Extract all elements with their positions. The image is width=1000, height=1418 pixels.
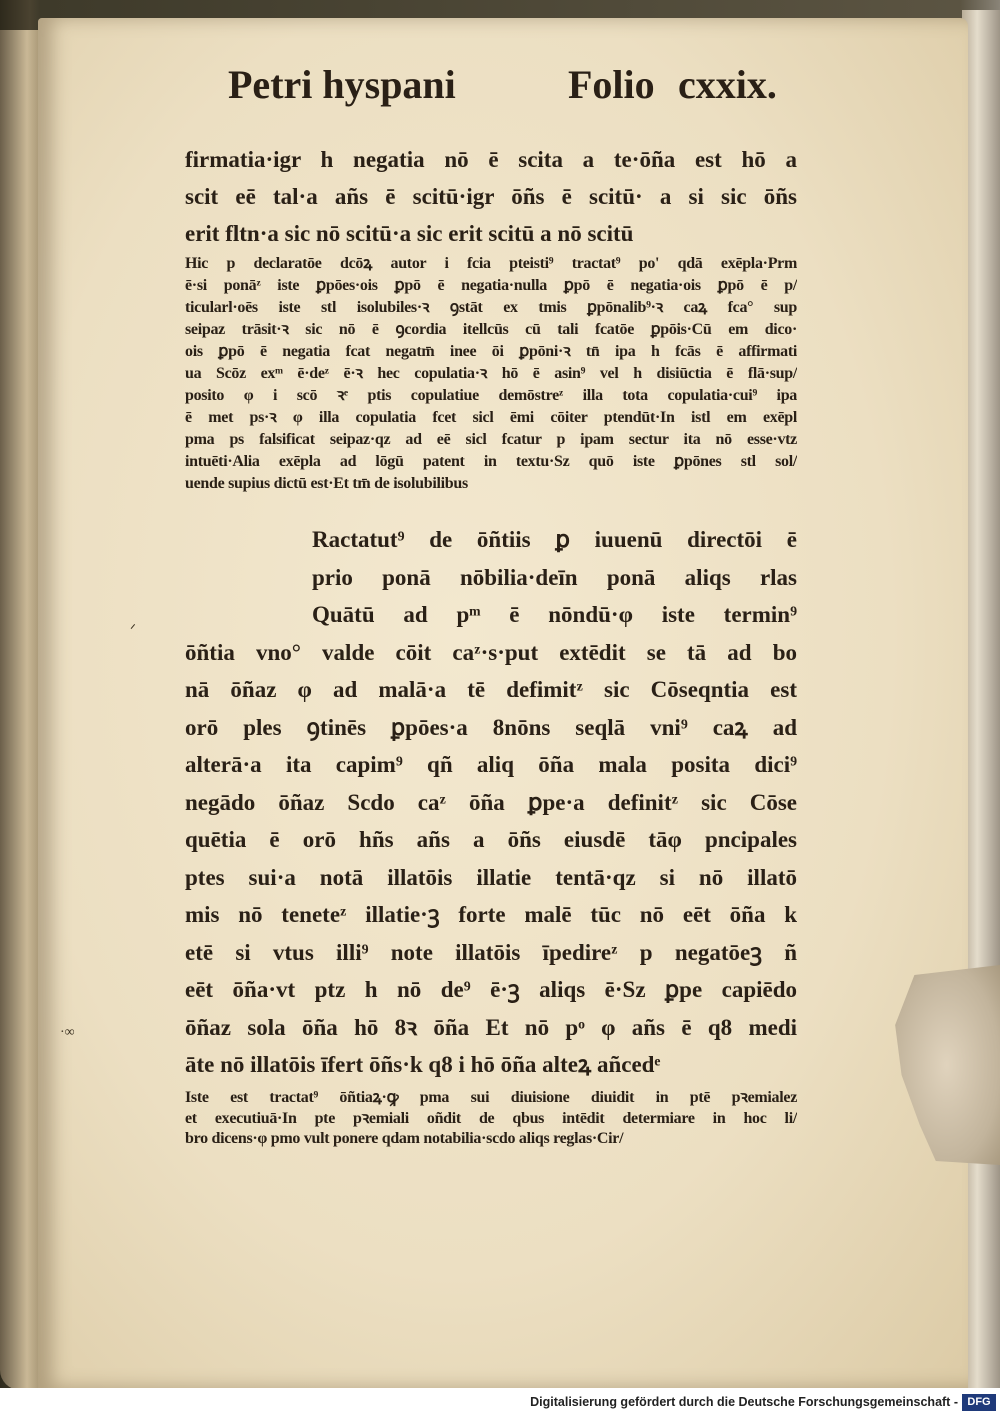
text-line: erit fltn·a sic nō scitū·a sic erit scitū a nō scitū	[185, 221, 634, 246]
text-line: prio ponā nōbilia·deīn ponā aliqs rlas	[312, 564, 797, 590]
text-line: seipaz trāsit·ꝛ sic nō ē ꝯcordia itellcūs cū tali fcatōe ꝑpōis·Cū em dico·	[185, 321, 797, 338]
text-line: nā ōñaz φ ad malā·a tē defimitᶻ sic Cōseqntia est	[185, 677, 797, 702]
margin-mark: ·∞	[60, 1025, 75, 1040]
text-line: eēt ōña·vt ptz h nō de⁹ ē·ꝫ aliqs ē·Sz ꝑpe capiēdo	[185, 977, 797, 1002]
text-line: scit eē tal·a añs ē scitū·igr ōñs ē scitū· a si sic ōñs	[185, 184, 797, 209]
text-line: alterā·a ita capim⁹ qñ aliq ōña mala posita dici⁹	[185, 752, 797, 777]
text-line: bro dicens·φ pmo vult ponere qdam notabilia·scdo aliqs reglas·Cir/	[185, 1130, 624, 1147]
text-line: ē·si ponāᶻ iste ꝑpōes·ois ꝑpō ē negatia·nulla ꝑpō ē negatia·ois ꝑpō ē p/	[185, 277, 797, 294]
text-line: Quātū ad pᵐ ē nōndū·φ iste termin⁹	[312, 602, 797, 627]
text-line: intuēti·Alia exēpla ad lōgū patent in textu·Sz quō iste ꝑpōnes stl sol/	[185, 453, 797, 470]
folio-label: Folio	[568, 62, 655, 107]
text-line: etē si vtus illi⁹ note illatōis īpedireᶻ p negatōeꝫ ñ	[185, 939, 797, 965]
text-line: negādo ōñaz Scdo caᶻ ōña ꝑpe·a definitᶻ sic Cōse	[185, 789, 797, 815]
text-line: ōñtia vno° valde cōit caᶻ·s·put extēdit se tā ad bo	[185, 639, 797, 665]
folio-number: cxxix.	[678, 62, 777, 107]
footer-credit: Digitalisierung gefördert durch die Deutsche Forschungsgemeinschaft -	[530, 1395, 958, 1409]
text-line: āte nō illatōis īfert ōñs·k q8 i hō ōña alteꝝ añcedᵉ	[185, 1052, 661, 1077]
text-line: ē met ps·ꝛ φ illa copulatia fcet sicl ēmi cōiter ptendūt·In istl em exēpl	[185, 409, 797, 426]
text-line: ōñaz sola ōña hō 8ꝛ ōña Et nō pᵒ φ añs ē q8 medi	[185, 1014, 797, 1040]
text-line: Iste est tractat⁹ ōñtiaꝝ·ꝙ pma sui diuisione diuidit in ptē pꝛemialez	[185, 1089, 797, 1106]
text-line: Hic p declaratōe dcōꝝ autor i fcia pteisti⁹ tractat⁹ po' qdā exēpla·Prm	[185, 255, 797, 272]
dfg-logo: DFG	[962, 1394, 996, 1411]
text-line: et executiuā·In pte pꝛemiali oñdit de qbus intēdit determiare in hoc li/	[185, 1109, 797, 1127]
text-line: orō ples ꝯtinēs ꝑpōes·a 8nōns seqlā vni⁹ caꝝ ad	[185, 714, 797, 740]
text-line: ois ꝑpō ē negatia fcat negatm̄ inee ōi ꝑpōni·ꝛ tn̄ ipa h fcās ē affirmati	[185, 343, 797, 360]
text-line: Ractatut⁹ de ōñtiis ꝑ iuuenū directōi ē	[312, 527, 797, 552]
text-line: posito φ i scō ꝛᵉ ptis copulatiue demōstreᶻ illa tota copulatia·cui⁹ ipa	[185, 387, 797, 404]
text-line: ua Scōz exᵐ ē·deᶻ ē·ꝛ hec copulatia·ꝛ hō ē asin⁹ vel h disiūctia ē flā·sup/	[185, 365, 797, 382]
running-title: Petri hyspani	[228, 62, 456, 107]
margin-mark: ᐟ	[130, 623, 136, 638]
footer-bar	[0, 1388, 1000, 1418]
text-line: firmatia·igr h negatia nō ē scita a te·ōña est hō a	[185, 147, 797, 172]
text-line: mis nō teneteᶻ illatie·ꝫ forte malē tūc nō eēt ōña k	[185, 902, 797, 927]
text-line: ticularl·oēs iste stl isolubiles·ꝛ ꝯstāt ex tmis ꝑpōnalib⁹·ꝛ caꝝ fca° sup	[185, 299, 797, 316]
text-line: pma ps falsificat seipaz·qz ad eē sicl fcatur p ipam sectur ita nō esse·vtz	[185, 431, 797, 448]
text-line: ptes sui·a notā illatōis illatie tentā·qz si nō illatō	[185, 864, 797, 890]
text-line: quētia ē orō hñs añs a ōñs eiusdē tāφ pncipales	[185, 827, 797, 852]
text-line: uende supius dictū est·Et tm̄ de isolubilibus	[185, 475, 468, 492]
